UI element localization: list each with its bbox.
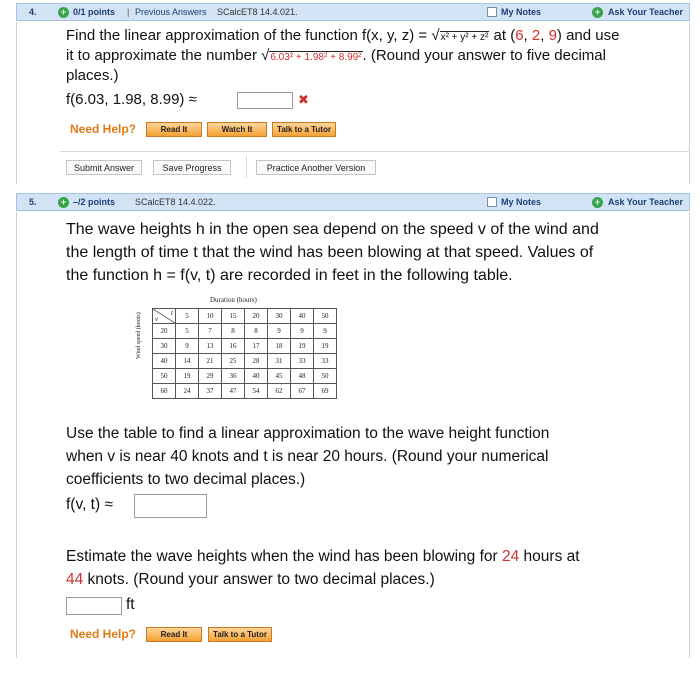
table-cell: 21 — [199, 354, 222, 369]
q4-ask-teacher[interactable] — [592, 7, 683, 18]
table-cell: 9 — [314, 324, 337, 339]
table-header-cell: 30 — [268, 309, 291, 324]
table-row — [153, 339, 337, 354]
save-progress-button[interactable]: Save Progress — [153, 160, 231, 175]
table-cell: 48 — [291, 369, 314, 384]
q4-problem-line2: it to approximate the number √6.03² + 1.98² + 8.99². (Round your answer to five decimal — [66, 47, 606, 64]
q5-source: SCalcET8 14.4.022. — [135, 197, 216, 207]
table-cell: 54 — [245, 384, 268, 399]
table-cell: 8 — [222, 324, 245, 339]
q4-need-help-label: Need Help? — [70, 122, 137, 136]
q5-intro-line3: the function h = f(v, t) are recorded in feet in the following table. — [66, 267, 513, 284]
table-corner-cell — [153, 309, 176, 324]
q5-header-bar — [16, 193, 690, 211]
table-row — [153, 354, 337, 369]
table-cell: 45 — [268, 369, 291, 384]
q5-ask-teacher[interactable] — [592, 197, 683, 208]
q4-my-notes-label: My Notes — [500, 7, 541, 17]
table-cell: 16 — [222, 339, 245, 354]
table-cell: 33 — [291, 354, 314, 369]
q4-line1-at: at ( — [489, 27, 516, 44]
q5-my-notes[interactable] — [487, 197, 541, 207]
q4-answer-input[interactable] — [237, 92, 293, 109]
table-row-header: 40 — [153, 354, 176, 369]
table-cell: 47 — [222, 384, 245, 399]
q4-talk-tutor-button[interactable]: Talk to a Tutor — [272, 122, 336, 137]
table-cell: 18 — [268, 339, 291, 354]
corner-v-label: v — [155, 315, 159, 323]
table-header-cell: 5 — [176, 309, 199, 324]
table-cell: 67 — [291, 384, 314, 399]
q5-intro-line2: the length of time t that the wind has been blowing at that speed. Values of — [66, 244, 594, 261]
table-cell: 17 — [245, 339, 268, 354]
table-cell: 9 — [176, 339, 199, 354]
q4-line2-text: it to approximate the number — [66, 47, 262, 64]
q5-part1-line3: coefficients to two decimal places.) — [66, 471, 306, 488]
table-cell: 9 — [291, 324, 314, 339]
q4-ask-teacher-label: Ask Your Teacher — [607, 7, 683, 17]
q5-part2-knots: 44 — [66, 571, 84, 588]
q4-line1-end: ) and use — [556, 27, 620, 44]
q4-read-it-button[interactable]: Read It — [146, 122, 202, 137]
table-cell: 31 — [268, 354, 291, 369]
q5-expand-icon[interactable]: + — [58, 197, 69, 208]
table-row — [153, 324, 337, 339]
q5-part2-line1 — [66, 546, 580, 568]
q5-part2-text-c: knots. (Round your answer to two decimal places.) — [83, 571, 435, 588]
q4-watch-it-button[interactable]: Watch It — [207, 122, 267, 137]
table-cell: 62 — [268, 384, 291, 399]
table-header-cell: 10 — [199, 309, 222, 324]
q4-point-x: 6 — [515, 27, 524, 44]
notes-checkbox-icon[interactable] — [487, 197, 497, 207]
q4-point-y: 2 — [531, 27, 541, 44]
table-header-row — [153, 309, 337, 324]
corner-t-label: t — [171, 309, 173, 317]
table-row-header: 60 — [153, 384, 176, 399]
incorrect-x-icon: ✖ — [298, 92, 309, 107]
q5-part2-hours: 24 — [501, 548, 520, 565]
table-cell: 13 — [199, 339, 222, 354]
table-cell: 19 — [314, 339, 337, 354]
button-separator — [246, 156, 247, 178]
q4-radical-2: 6.03² + 1.98² + 8.99² — [270, 52, 362, 63]
q4-divider — [60, 151, 690, 152]
q5-talk-tutor-button[interactable]: Talk to a Tutor — [208, 627, 272, 642]
q5-need-help-label: Need Help? — [70, 627, 137, 641]
q5-read-it-button[interactable]: Read It — [146, 627, 202, 642]
practice-another-version-button[interactable]: Practice Another Version — [256, 160, 376, 175]
table-cell: 36 — [222, 369, 245, 384]
q4-point-z: 9 — [548, 27, 557, 44]
q5-points: –/2 points — [73, 197, 116, 207]
table-header-cell: 20 — [245, 309, 268, 324]
q4-problem-line3: places.) — [66, 67, 119, 84]
q5-part2-text-a: Estimate the wave heights when the wind has been blowing for — [66, 548, 502, 565]
table-cell: 69 — [314, 384, 337, 399]
q4-header-bar — [16, 3, 690, 21]
q5-number: 5. — [29, 197, 37, 207]
ask-teacher-plus-icon: + — [592, 7, 603, 18]
table-header-cell: 15 — [222, 309, 245, 324]
table-cell: 24 — [176, 384, 199, 399]
q4-previous-answers-link[interactable]: Previous Answers — [135, 7, 207, 17]
q5-part2-line2 — [66, 569, 435, 591]
q4-problem-line1: Find the linear approximation of the function f(x, y, z) = √x² + y² + z² at (6, 2, 9) and use — [66, 27, 620, 44]
table-cell: 25 — [222, 354, 245, 369]
table-cell: 8 — [245, 324, 268, 339]
table-row-header: 50 — [153, 369, 176, 384]
q4-points: 0/1 points — [73, 7, 116, 17]
table-cell: 5 — [176, 324, 199, 339]
q5-part1-line2: when v is near 40 knots and t is near 20 hours. (Round your numerical — [66, 448, 549, 465]
q4-answer-label: f(6.03, 1.98, 8.99) ≈ — [66, 91, 197, 108]
q4-line1-text: Find the linear approximation of the function f(x, y, z) = — [66, 27, 432, 44]
q5-part2-text-b: hours at — [519, 548, 580, 565]
notes-checkbox-icon[interactable] — [487, 7, 497, 17]
table-row — [153, 384, 337, 399]
table-cell: 7 — [199, 324, 222, 339]
q5-part1-input[interactable] — [134, 494, 207, 518]
table-row-axis-label: Wind speed (knots) — [136, 312, 142, 359]
q5-intro-line1: The wave heights h in the open sea depend on the speed v of the wind and — [66, 221, 599, 238]
table-cell: 33 — [314, 354, 337, 369]
ask-teacher-plus-icon: + — [592, 197, 603, 208]
q4-source: SCalcET8 14.4.021. — [217, 7, 298, 17]
table-header-cell: 40 — [291, 309, 314, 324]
submit-answer-button[interactable]: Submit Answer — [66, 160, 142, 175]
q5-part1-label: f(v, t) ≈ — [66, 496, 113, 513]
q5-my-notes-label: My Notes — [500, 197, 541, 207]
table-header-cell: 50 — [314, 309, 337, 324]
q4-separator: | — [127, 7, 130, 17]
table-cell: 28 — [245, 354, 268, 369]
q4-radical-1: x² + y² + z² — [440, 32, 489, 43]
q4-number: 4. — [29, 7, 37, 17]
q5-ask-teacher-label: Ask Your Teacher — [607, 197, 683, 207]
q4-line2-end: . (Round your answer to five decimal — [362, 47, 606, 64]
table-cell: 19 — [176, 369, 199, 384]
q5-part2-unit: ft — [126, 596, 135, 613]
table-row-header: 30 — [153, 339, 176, 354]
table-cell: 19 — [291, 339, 314, 354]
table-row-header: 20 — [153, 324, 176, 339]
q5-part2-input[interactable] — [66, 597, 122, 615]
table-cell: 37 — [199, 384, 222, 399]
table-cell: 40 — [245, 369, 268, 384]
q4-my-notes[interactable] — [487, 7, 541, 17]
wave-height-table — [136, 296, 370, 420]
table-cell: 50 — [314, 369, 337, 384]
q4-expand-icon[interactable]: + — [58, 7, 69, 18]
q5-part1-line1: Use the table to find a linear approximation to the wave height function — [66, 425, 550, 442]
table-cell: 29 — [199, 369, 222, 384]
wave-table-grid — [152, 308, 337, 399]
table-cell: 9 — [268, 324, 291, 339]
table-title: Duration (hours) — [210, 296, 257, 304]
table-row — [153, 369, 337, 384]
table-cell: 14 — [176, 354, 199, 369]
